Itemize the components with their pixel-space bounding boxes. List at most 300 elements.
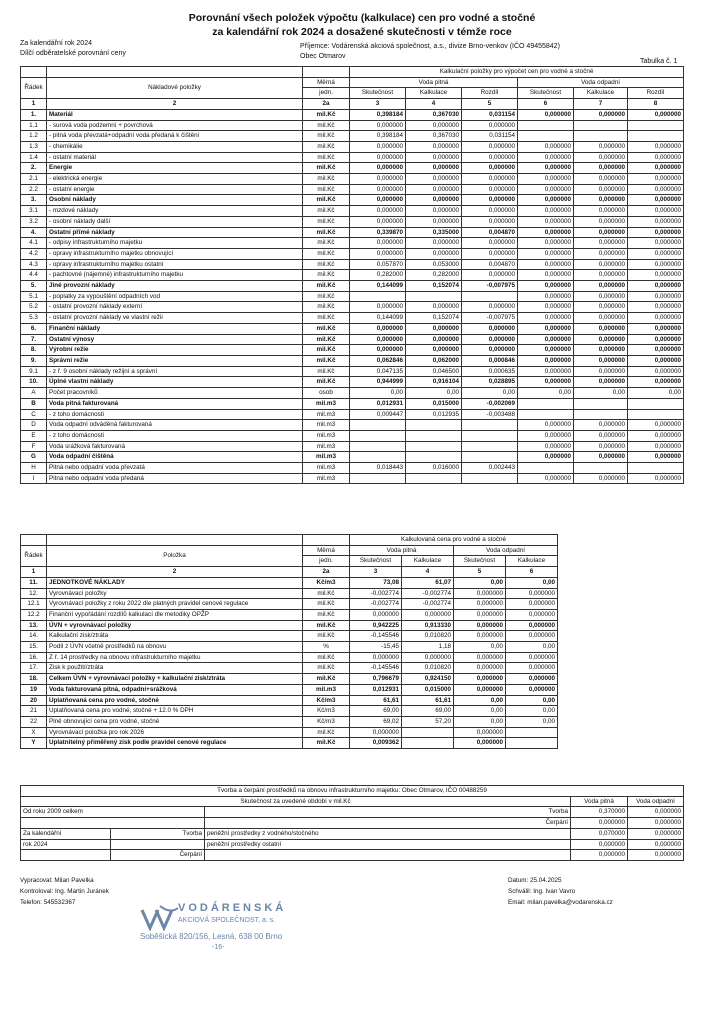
- row-label: Úplné vlastní náklady: [47, 377, 303, 388]
- row-number: 3.: [21, 195, 47, 206]
- table-row: [21, 473, 684, 484]
- row-unit: mil.Kč: [303, 238, 350, 249]
- row-value: 0,000000: [518, 206, 574, 217]
- row-label: - osobní náklady další: [47, 216, 303, 227]
- row-value: 0,000000: [406, 216, 462, 227]
- row-value: [628, 120, 684, 131]
- row-value: 0,028895: [462, 377, 518, 388]
- column-index: 6: [518, 99, 574, 110]
- row-value: 0,012931: [350, 398, 406, 409]
- row-value: 0,000000: [518, 281, 574, 292]
- table-number: Tabulka č. 1: [640, 58, 678, 65]
- row-value: 1,18: [402, 642, 454, 653]
- row-label: Podíl z ÚVN včetně prostředků na obnovu: [47, 642, 303, 653]
- column-index: 4: [406, 99, 462, 110]
- row-value: 0,000000: [518, 195, 574, 206]
- row-unit: mil.Kč: [303, 599, 350, 610]
- table-row: [21, 259, 684, 270]
- row-value: [506, 738, 558, 749]
- table-row: [21, 398, 684, 409]
- t2-header-merna: Měrná: [303, 545, 350, 556]
- row-value: 0,916104: [406, 377, 462, 388]
- row-value: 0,000000: [454, 727, 506, 738]
- row-value: [518, 409, 574, 420]
- row-value: 0,339870: [350, 227, 406, 238]
- row-number: G: [21, 452, 47, 463]
- row-number: H: [21, 463, 47, 474]
- row-label: - poplatky za vypouštění odpadních vod: [47, 291, 303, 302]
- row-value: 0,000000: [506, 588, 558, 599]
- row-value: 0,000000: [350, 152, 406, 163]
- row-label: Jiné provozní náklady: [47, 281, 303, 292]
- row-value: 0,004870: [462, 227, 518, 238]
- row-value: 0,000000: [506, 620, 558, 631]
- column-index: 6: [506, 567, 558, 578]
- row-label: Voda srážková fakturovaná: [47, 441, 303, 452]
- t2-header-voda-pitna: Voda pitná: [350, 545, 454, 556]
- row-value: 0,000000: [406, 195, 462, 206]
- row-value: -0,145546: [350, 631, 402, 642]
- row-value: 0,000000: [518, 141, 574, 152]
- row-value: 0,031154: [462, 109, 518, 120]
- row-value: 0,000000: [628, 195, 684, 206]
- row-value: [350, 473, 406, 484]
- row-value: 0,000000: [574, 302, 628, 313]
- row-value: 0,00: [406, 388, 462, 399]
- row-number: 10.: [21, 377, 47, 388]
- row-value: 0,000000: [628, 281, 684, 292]
- column-index: 2: [47, 567, 303, 578]
- row-value: 0,053000: [406, 259, 462, 270]
- row-value: 0,144099: [350, 313, 406, 324]
- row-value: 0,016000: [406, 463, 462, 474]
- row-value: [518, 463, 574, 474]
- row-value: [628, 131, 684, 142]
- row-value: [406, 291, 462, 302]
- row-value: -0,003488: [462, 409, 518, 420]
- row-label: Uplatňovaná cena pro vodné, stočné: [47, 695, 303, 706]
- column-index: 5: [454, 567, 506, 578]
- row-value: 0,00: [506, 716, 558, 727]
- row-label: - mzdové náklady: [47, 206, 303, 217]
- row-number: 22: [21, 716, 47, 727]
- row-number: D: [21, 420, 47, 431]
- row-value: 0,000000: [628, 441, 684, 452]
- row-value: 0,000000: [462, 184, 518, 195]
- row-value: 0,152074: [406, 281, 462, 292]
- row-value: 0,000000: [518, 152, 574, 163]
- row-number: Y: [21, 738, 47, 749]
- row-number: 2.2: [21, 184, 47, 195]
- row-value: 0,00: [574, 388, 628, 399]
- row-unit: mil.m3: [303, 684, 350, 695]
- table-row: [21, 430, 684, 441]
- calculation-items-table: [20, 66, 684, 484]
- email: Email: milan.pavelka@vodarenska.cz: [508, 899, 613, 906]
- row-label: - z ř. 9 osobní náklady režijní a správní: [47, 366, 303, 377]
- row-value: [518, 398, 574, 409]
- t2-header-kalk-vp: Kalkulace: [402, 556, 454, 567]
- row-value: 0,015000: [402, 684, 454, 695]
- row-value: 0,000000: [518, 163, 574, 174]
- row-value: 0,000000: [628, 141, 684, 152]
- row-label: Finanční náklady: [47, 323, 303, 334]
- table-row: [21, 345, 684, 356]
- column-index: 1: [21, 99, 47, 110]
- row-number: 19: [21, 684, 47, 695]
- row-unit: mil.m3: [303, 441, 350, 452]
- header-kalkulace-vo: Kalkulace: [574, 88, 628, 99]
- row-value: 0,000000: [628, 163, 684, 174]
- company-logo-icon: [140, 904, 180, 932]
- row-label: - z toho domácnosti: [47, 430, 303, 441]
- row-value: 0,00: [462, 388, 518, 399]
- row-value: 0,031154: [462, 131, 518, 142]
- row-value: 0,398184: [350, 131, 406, 142]
- table-row: [21, 409, 684, 420]
- row-value: 0,000000: [574, 441, 628, 452]
- recipient: Příjemce: Vodárenská akciová společnost, a.s., divize Brno-venkov (IČO 49455842): [300, 43, 560, 50]
- row-unit: mil.Kč: [303, 195, 350, 206]
- calculated-price-table: [20, 534, 558, 749]
- table-row: [21, 420, 684, 431]
- row-value: 0,062000: [406, 355, 462, 366]
- row-unit: mil.Kč: [303, 323, 350, 334]
- row-unit: mil.Kč: [303, 281, 350, 292]
- row-label: Vyrovnávací položky z roku 2022 dle platných pravidel cenové regulace: [47, 599, 303, 610]
- row-value: [628, 409, 684, 420]
- year-tvorba-label: Tvorba: [111, 828, 205, 839]
- row-number: X: [21, 727, 47, 738]
- row-value: 0,282000: [406, 270, 462, 281]
- column-index: 7: [574, 99, 628, 110]
- row-value: 0,000000: [462, 206, 518, 217]
- table-row: [21, 588, 558, 599]
- table-row: [21, 355, 684, 366]
- table-row: [21, 716, 558, 727]
- row-value: 0,000000: [462, 216, 518, 227]
- row-unit: mil.m3: [303, 463, 350, 474]
- row-label: ÚVN + vyrovnávací položky: [47, 620, 303, 631]
- date: Datum: 25.04.2025: [508, 877, 562, 884]
- row-value: [462, 420, 518, 431]
- row-unit: mil.Kč: [303, 131, 350, 142]
- row-value: 0,000000: [574, 152, 628, 163]
- column-index: 4: [402, 567, 454, 578]
- row-value: 0,000000: [574, 109, 628, 120]
- row-value: 0,000000: [462, 345, 518, 356]
- row-value: 0,000000: [574, 355, 628, 366]
- row-unit: mil.Kč: [303, 366, 350, 377]
- row-value: [462, 473, 518, 484]
- row-value: [518, 120, 574, 131]
- row-value: 0,000000: [462, 120, 518, 131]
- row-value: 0,000000: [462, 270, 518, 281]
- row-label: - pitná voda převzatá+odpadní voda předaná k čištění: [47, 131, 303, 142]
- prepared-by: Vypracoval: Milan Pavelka: [20, 877, 94, 884]
- row-value: 0,000000: [628, 216, 684, 227]
- row-value: 0,000000: [350, 184, 406, 195]
- row-value: 0,000000: [574, 216, 628, 227]
- company-stamp: [140, 898, 340, 958]
- table-row: [21, 248, 684, 259]
- row-value: 0,000000: [350, 238, 406, 249]
- row-number: 11.: [21, 577, 47, 588]
- row-number: 15.: [21, 642, 47, 653]
- row-value: [402, 738, 454, 749]
- row-value: 0,367030: [406, 131, 462, 142]
- stamp-line-2: AKCIOVÁ SPOLEČNOST, a. s.: [178, 917, 276, 924]
- row-value: 0,144099: [350, 281, 406, 292]
- row-number: 16.: [21, 652, 47, 663]
- checked-by: Kontroloval: Ing. Martin Juránek: [20, 888, 109, 895]
- table-row: [21, 334, 684, 345]
- row-value: 0,000000: [350, 216, 406, 227]
- row-value: 0,000000: [574, 206, 628, 217]
- row-value: 0,010820: [402, 663, 454, 674]
- row-value: 0,000000: [518, 174, 574, 185]
- row-label: Pitná nebo odpadní voda převzatá: [47, 463, 303, 474]
- row-value: [406, 452, 462, 463]
- row-value: 0,000000: [454, 652, 506, 663]
- row-value: 0,000000: [628, 248, 684, 259]
- row-value: [402, 727, 454, 738]
- row-label: - chemikálie: [47, 141, 303, 152]
- row-value: 0,398184: [350, 109, 406, 120]
- row-label: Zisk k použití/ztráta: [47, 663, 303, 674]
- row-label: - opravy infrastrukturního majetku obnovující: [47, 248, 303, 259]
- row-value: [350, 441, 406, 452]
- row-value: 0,00: [506, 577, 558, 588]
- row-value: [628, 463, 684, 474]
- column-index: 3: [350, 567, 402, 578]
- row-value: 0,00: [454, 706, 506, 717]
- row-value: 0,000000: [574, 430, 628, 441]
- row-value: 0,796679: [350, 674, 402, 685]
- row-label: - ostatní materiál: [47, 152, 303, 163]
- row-label: Finanční vypořádání rozdílů kalkulací dle metodiky OPŽP: [47, 609, 303, 620]
- row-label: - ostatní provozní náklady externí: [47, 302, 303, 313]
- row-number: 1.1: [21, 120, 47, 131]
- row-label: - odpisy infrastrukturního majetku: [47, 238, 303, 249]
- row-unit: mil.m3: [303, 398, 350, 409]
- table-row: [21, 206, 684, 217]
- row-value: 0,000000: [518, 291, 574, 302]
- table-row: [21, 184, 684, 195]
- year-label-1: Za kalendářní: [21, 828, 111, 839]
- row-label: Ostatní přímé náklady: [47, 227, 303, 238]
- row-value: 0,000000: [406, 206, 462, 217]
- t2-header-kalk-vo: Kalkulace: [506, 556, 558, 567]
- row-value: 0,000000: [574, 227, 628, 238]
- table-row: [21, 642, 558, 653]
- row-unit: mil.Kč: [303, 270, 350, 281]
- table-row: [21, 463, 684, 474]
- year-own-vp: 0,070000: [571, 828, 628, 839]
- row-value: 0,000000: [574, 174, 628, 185]
- table-row: [21, 706, 558, 717]
- row-unit: mil.Kč: [303, 248, 350, 259]
- period-label: Za kalendářní rok 2024: [20, 40, 92, 47]
- row-value: 0,000000: [628, 227, 684, 238]
- row-unit: mil.Kč: [303, 334, 350, 345]
- row-value: 0,000000: [628, 355, 684, 366]
- since-2009-label: Od roku 2009 celkem: [21, 807, 205, 818]
- row-unit: mil.Kč: [303, 355, 350, 366]
- row-value: -15,45: [350, 642, 402, 653]
- row-value: 0,000000: [574, 248, 628, 259]
- header-rozdil-vo: Rozdíl: [628, 88, 684, 99]
- row-label: - opravy infrastrukturního majetku ostatní: [47, 259, 303, 270]
- row-value: 0,000000: [402, 652, 454, 663]
- row-value: [350, 452, 406, 463]
- row-number: B: [21, 398, 47, 409]
- row-value: 0,000000: [628, 206, 684, 217]
- row-value: 0,000000: [628, 302, 684, 313]
- row-value: [350, 291, 406, 302]
- row-number: 5.: [21, 281, 47, 292]
- row-number: 5.2: [21, 302, 47, 313]
- row-value: [518, 131, 574, 142]
- row-value: 0,000000: [350, 652, 402, 663]
- column-index: 2a: [303, 99, 350, 110]
- table-row: [21, 152, 684, 163]
- year-other-vo: 0,000000: [628, 839, 684, 850]
- row-unit: mil.Kč: [303, 588, 350, 599]
- row-value: 0,000000: [506, 674, 558, 685]
- header-voda-pitna: Voda pitná: [350, 77, 518, 88]
- row-value: 0,062846: [350, 355, 406, 366]
- row-value: [350, 420, 406, 431]
- column-index: 2a: [303, 567, 350, 578]
- row-value: 69,00: [350, 706, 402, 717]
- row-number: 21: [21, 706, 47, 717]
- year-label-2: rok 2024: [21, 839, 111, 850]
- row-label: Pitná nebo odpadní voda předaná: [47, 473, 303, 484]
- row-value: 0,000000: [454, 738, 506, 749]
- header-nakladove-polozky: Nákladové položky: [47, 77, 303, 98]
- row-number: 3.2: [21, 216, 47, 227]
- table-row: [21, 291, 684, 302]
- row-unit: mil.Kč: [303, 259, 350, 270]
- document-title: Porovnání všech položek výpočtu (kalkulace) cen pro vodné a stočné: [188, 12, 536, 24]
- row-value: 0,000000: [628, 430, 684, 441]
- row-value: -0,007975: [462, 313, 518, 324]
- column-index: 2: [47, 99, 303, 110]
- row-value: 0,000000: [628, 452, 684, 463]
- row-value: -0,145546: [350, 663, 402, 674]
- row-value: 0,000000: [462, 323, 518, 334]
- row-label: - elektrická energie: [47, 174, 303, 185]
- row-label: Uplatnitelný přiměřený zisk podle pravidel cenové regulace: [47, 738, 303, 749]
- row-label: - ostatní provozní náklady ve vlastní režii: [47, 313, 303, 324]
- row-value: 0,000000: [462, 163, 518, 174]
- header-rozdil-vp: Rozdíl: [462, 88, 518, 99]
- row-value: 0,000000: [350, 609, 402, 620]
- row-number: 17.: [21, 663, 47, 674]
- row-value: 57,20: [402, 716, 454, 727]
- t2-header-jedn: jedn.: [303, 556, 350, 567]
- row-value: 0,000000: [628, 366, 684, 377]
- row-unit: mil.Kč: [303, 313, 350, 324]
- row-value: 61,61: [402, 695, 454, 706]
- table3-caption: Tvorba a čerpání prostředků na obnovu infrastrukturního majetku: Obec Otmarov, IČO 00488259: [21, 786, 684, 797]
- row-value: 61,07: [402, 577, 454, 588]
- footer-right: [508, 875, 613, 908]
- row-value: -0,002774: [350, 588, 402, 599]
- row-number: E: [21, 430, 47, 441]
- row-number: 13.: [21, 620, 47, 631]
- row-unit: mil.Kč: [303, 738, 350, 749]
- row-number: 1.4: [21, 152, 47, 163]
- row-unit: mil.Kč: [303, 109, 350, 120]
- row-value: 0,944999: [350, 377, 406, 388]
- table-row: [21, 388, 684, 399]
- row-value: -0,007975: [462, 281, 518, 292]
- row-value: 0,000000: [574, 452, 628, 463]
- table-row: [21, 738, 558, 749]
- row-value: 0,000000: [518, 345, 574, 356]
- row-value: 0,000000: [628, 313, 684, 324]
- row-value: 0,000000: [574, 313, 628, 324]
- row-value: 0,000000: [350, 141, 406, 152]
- row-number: 6.: [21, 323, 47, 334]
- table-row: [21, 684, 558, 695]
- row-label: Voda odpadní odváděná fakturovaná: [47, 420, 303, 431]
- row-value: [628, 398, 684, 409]
- row-value: 0,000000: [628, 420, 684, 431]
- year-cerpani-label: Čerpání: [111, 850, 205, 861]
- row-unit: mil.Kč: [303, 663, 350, 674]
- table-row: [21, 313, 684, 324]
- row-value: 0,000000: [574, 473, 628, 484]
- row-unit: mil.Kč: [303, 174, 350, 185]
- row-value: 0,000000: [518, 355, 574, 366]
- row-value: 0,000000: [628, 291, 684, 302]
- row-value: 0,000000: [518, 227, 574, 238]
- row-value: 0,000000: [462, 334, 518, 345]
- row-unit: mil.Kč: [303, 727, 350, 738]
- row-number: 5.1: [21, 291, 47, 302]
- row-value: 0,000635: [462, 366, 518, 377]
- row-value: 0,00: [350, 388, 406, 399]
- row-unit: osob: [303, 388, 350, 399]
- row-number: 12.1: [21, 599, 47, 610]
- row-number: 12.: [21, 588, 47, 599]
- row-value: 0,335000: [406, 227, 462, 238]
- row-value: 69,02: [350, 716, 402, 727]
- t2-header-voda-odpadni: Voda odpadní: [454, 545, 558, 556]
- row-value: 0,004870: [462, 259, 518, 270]
- since-tvorba-vo: 0,000000: [628, 807, 684, 818]
- row-value: -0,002069: [462, 398, 518, 409]
- table3-subcaption: Skutečnost za uvedené období v mil.Kč: [21, 796, 571, 807]
- row-value: 0,000000: [574, 270, 628, 281]
- row-value: 0,000000: [454, 684, 506, 695]
- row-value: 0,000000: [574, 323, 628, 334]
- phone: Telefon: 545532367: [20, 899, 76, 906]
- row-value: 0,000000: [462, 152, 518, 163]
- table-row: [21, 452, 684, 463]
- table-row: [21, 599, 558, 610]
- row-unit: mil.m3: [303, 452, 350, 463]
- row-value: [462, 430, 518, 441]
- footer-left: [20, 875, 109, 908]
- row-value: 0,015000: [406, 398, 462, 409]
- row-value: 0,000000: [574, 141, 628, 152]
- row-value: 0,000000: [518, 184, 574, 195]
- row-label: Plně obnovující cena pro vodné, stočné: [47, 716, 303, 727]
